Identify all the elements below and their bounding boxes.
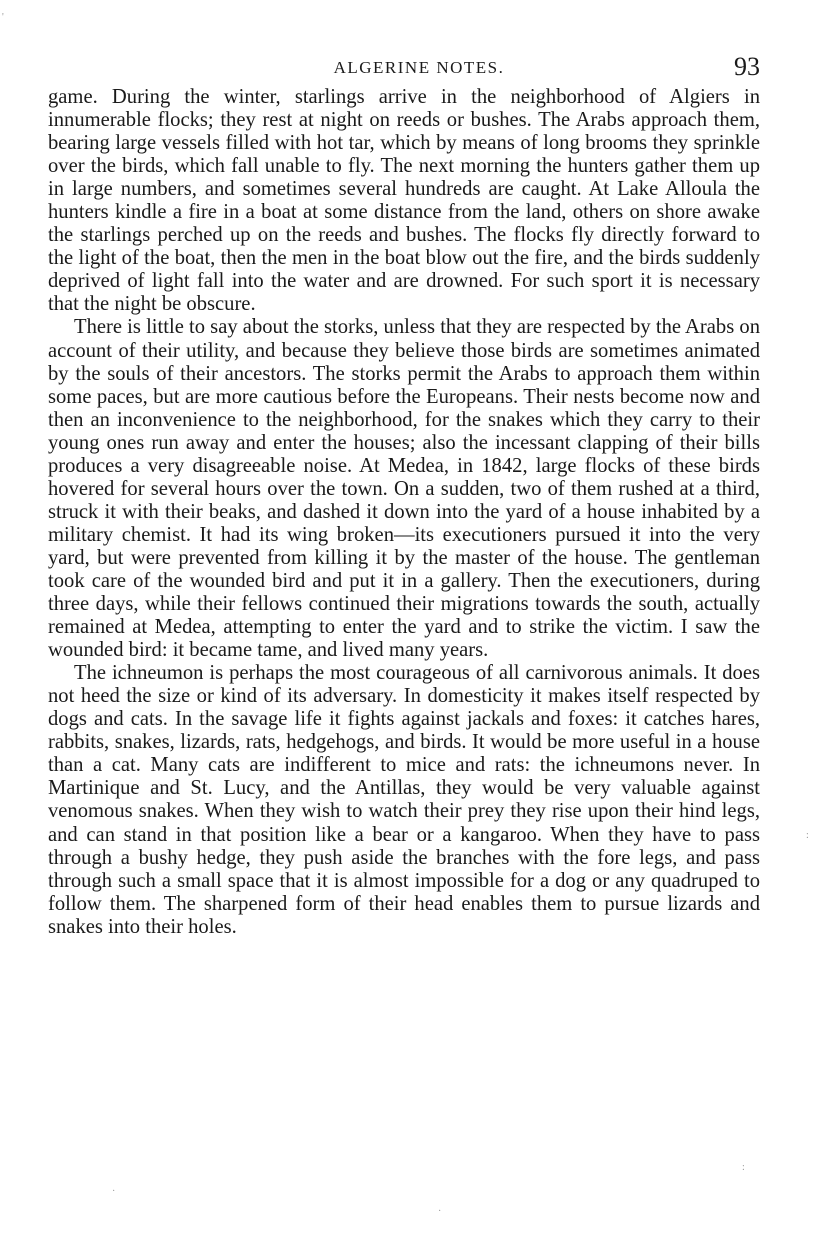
paragraph-ichneumon: The ichneumon is perhaps the most courageous of all carnivorous animals. It does not heed the size or kind of its adversary. In domesticity it makes itself respected by dogs and cats. In the savage life it fights against jackals and foxes: it catches hares, rabbits, snakes, lizards, rats, hedgehogs, and birds. It would be more useful in a house than a cat. Many cats are indifferent to mice and rats: the ichneumons never. In Martinique and St. Lucy, and the Antillas, they would be very valuable against venomous snakes. When they wish to watch their prey they rise upon their hind legs, and can stand in that position like a bear or a kangaroo. When they have to pass through a bushy hedge, they push aside the branches with the fore legs, and pass through such a small space that it is almost impossible for a dog or any quadruped to follow them. The sharpened form of their head enables them to pursue lizards and snakes into their holes.: [48, 662, 760, 938]
paragraph-starlings: game. During the winter, starlings arrive in the neighborhood of Algiers in innumerable flocks; they rest at night on reeds or bushes. The Arabs approach them, bearing large vessels filled with hot tar, which by means of long brooms they sprinkle over the birds, which fall unable to fly. The next morning the hunters gather them up in large numbers, and sometimes several hundreds are caught. At Lake Alloula the hunters kindle a fire in a boat at some distance from the land, others on shore awake the starlings perched up on the reeds and bushes. The flocks fly directly forward to the light of the boat, then the men in the boat blow out the fire, and the birds suddenly deprived of light fall into the water and are drowned. For such sport it is necessary that the night be obscure.: [48, 86, 760, 316]
body-text: [48, 86, 760, 939]
paragraph-storks: There is little to say about the storks, unless that they are respected by the Arabs on account of their utility, and because they believe those birds are sometimes animated by the souls of their ancestors. The storks permit the Arabs to approach them within some paces, but are more cautious before the Europeans. Their nests become now and then an inconvenience to the neighborhood, for the snakes which they carry to their young ones run away and enter the houses; also the incessant clapping of their bills produces a very disagreeable noise. At Medea, in 1842, large flocks of these birds hovered for several hours over the town. On a sudden, two of them rushed at a third, struck it with their beaks, and dashed it down into the yard of a house inhabited by a military chemist. It had its wing broken—its executioners pursued it into the very yard, but were prevented from killing it by the master of the house. The gentleman took care of the wounded bird and put it in a gallery. Then the executioners, during three days, while their fellows continued their migrations towards the south, actually remained at Medea, attempting to enter the yard and to strike the victim. I saw the wounded bird: it became tame, and lived many years.: [48, 316, 760, 662]
margin-speck: ': [2, 12, 4, 23]
page-number: 93: [734, 52, 760, 81]
margin-speck: :: [806, 830, 809, 841]
margin-speck: :: [742, 1162, 745, 1173]
margin-speck: ·: [438, 1206, 442, 1217]
page-header: [48, 52, 760, 86]
running-head: ALGERINE NOTES.: [333, 58, 505, 77]
margin-speck: ·: [112, 1186, 116, 1197]
book-page: [48, 52, 760, 939]
